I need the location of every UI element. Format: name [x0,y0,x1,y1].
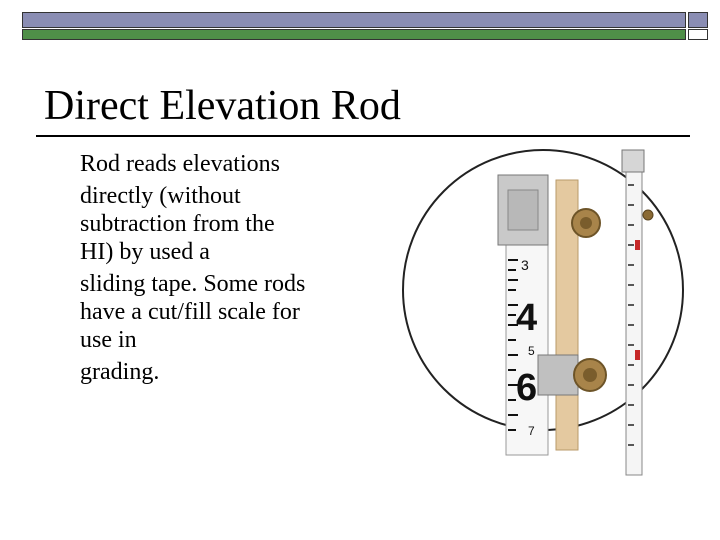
body-line: use in [80,327,137,353]
slide-body-text [80,150,370,386]
lower-clamp [538,355,578,395]
rod-number: 3 [521,257,529,273]
header-bar-green [22,29,686,40]
elevation-rod-photo [398,145,698,480]
body-line: grading. [80,359,160,385]
body-line: Rod reads elevations [80,151,280,177]
rod-number: 6 [516,367,538,409]
tape-rod [626,150,642,475]
header-square-blue [688,12,708,28]
header-bar-blue [22,12,686,28]
body-line: sliding tape. Some rods [80,271,306,297]
body-line: HI) by used a [80,239,210,265]
slide-title: Direct Elevation Rod [44,83,401,129]
body-line: directly (without [80,183,241,209]
body-line: subtraction from the [80,211,275,237]
header-square-white [688,29,708,40]
body-line: have a cut/fill scale for [80,299,300,325]
title-underline [36,135,690,137]
slide-header-bars [22,12,708,40]
rod-number: 7 [528,424,535,438]
rod-number: 4 [516,297,538,339]
rod-number: 5 [528,344,535,358]
